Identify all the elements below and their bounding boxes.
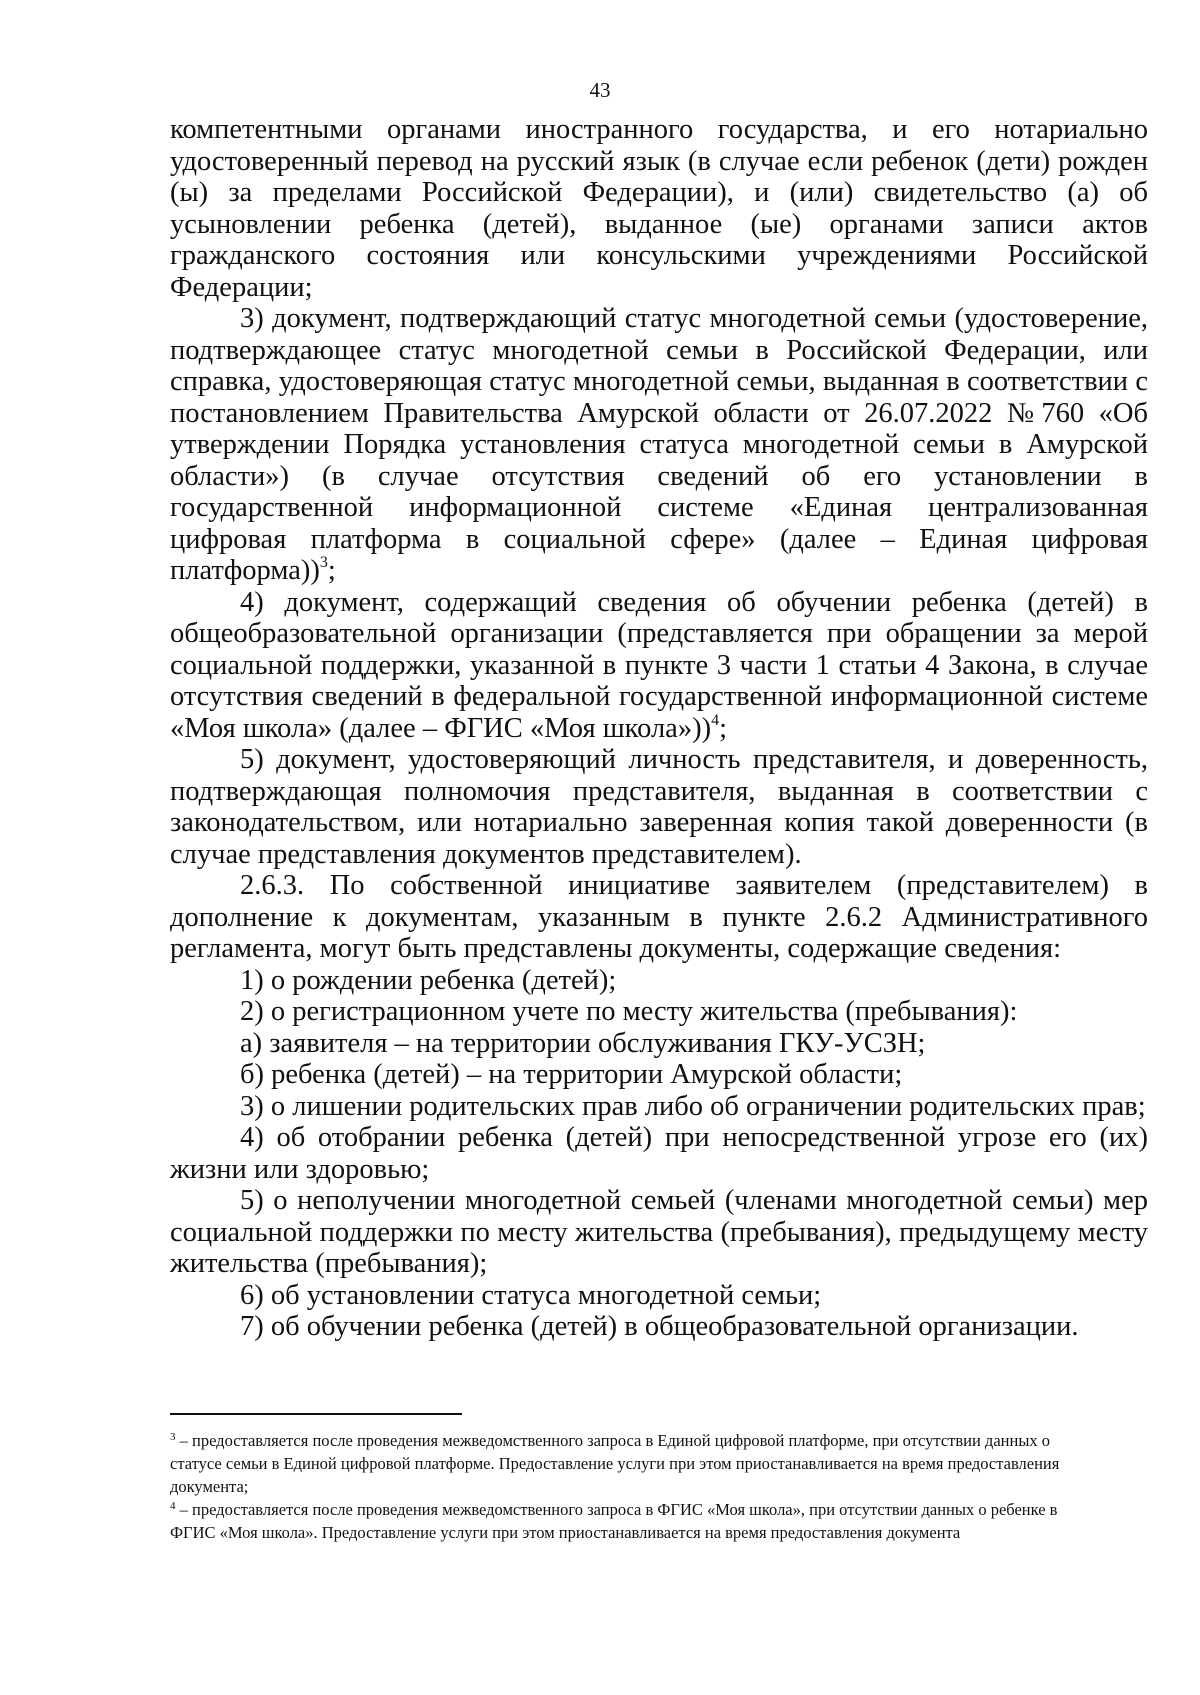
list-item-2a: а) заявителя – на территории обслуживания ГКУ-УСЗН; — [240, 1027, 926, 1059]
list-item-6: 6) об установлении статуса многодетной семьи; — [240, 1279, 822, 1311]
page-number: 43 — [589, 78, 611, 102]
list-item-4: 4) об отобрании ребенка (детей) при непосредственной угрозе его (их) жизни или здоровью; — [170, 1122, 1148, 1185]
paragraph-2-6-3: 2.6.3. По собственной инициативе заявителем (представителем) в дополнение к документам, указанным в пункте 2.6.2 Административного регламента, могут быть представлены документы, содержащие сведения: — [170, 870, 1148, 964]
list-item-7: 7) об обучении ребенка (детей) в общеобразовательной организации. — [240, 1311, 1079, 1342]
list-item-2b: б) ребенка (детей) – на территории Амурской области; — [240, 1059, 903, 1090]
footnote-mark-3: 3 — [170, 1431, 176, 1443]
list-item-5: 5) о неполучении многодетной семьей (членами многодетной семьи) мер социальной поддержки по месту жительства (пребывания), предыдущему месту жительства (пребывания); — [170, 1185, 1148, 1279]
list-item-1: 1) о рождении ребенка (детей); — [240, 964, 617, 996]
paragraph-item-4-school-document: 4) документ, содержащий сведения об обучении ребенка (детей) в общеобразовательной организации (представляется при обращении за мерой социальной поддержки, указанной в пункте 3 части 1 статьи 4 Закона, в случае отсутствия сведений в федеральной государственной информационной системе «Моя школа» (далее – ФГИС «Моя школа»))$^4$; — [170, 586, 1148, 744]
footnotes — [170, 1429, 1095, 1544]
footnote-3: $^3$ – предоставляется после проведения межведомственного запроса в Единой цифровой платформе, при отсутствии данных о статусе семьи в Единой цифровой платформе. Предоставление услуги при этом приостанавливается на время предоставления документа; — [170, 1431, 1060, 1496]
footnote-mark-4: 4 — [170, 1500, 176, 1512]
footnote-4: $^4$ – предоставляется после проведения межведомственного запроса в ФГИС «Моя школа», при отсутствии данных о ребенке в ФГИС «Моя школа». Предоставление услуги при этом приостанавливается на время предоставления документа — [170, 1500, 1058, 1542]
paragraph-item-3-status-document: 3) документ, подтверждающий статус многодетной семьи (удостоверение, подтверждающее статус многодетной семьи в Российской Федерации, или справка, удостоверяющая статус многодетной семьи, выданная в соответствии с постановлением Правительства Амурской области от 26.07.2022 №760 «Об утверждении Порядка установления статуса многодетной семьи в Амурской области») (в случае отсутствия сведений об его установлении в государственной информационной системе «Единая централизованная цифровая платформа в социальной сфере» (далее – Единая цифровая платформа))$^3$; — [170, 303, 1148, 586]
footnote-ref-4: 4 — [711, 711, 720, 729]
paragraph-continuation: компетентными органами иностранного государства, и его нотариально удостоверенный перевод на русский язык (в случае если ребенок (дети) рожден (ы) за пределами Российской Федерации), и (или) свидетельство (а) об усыновлении ребенка (детей), выданное (ые) органами записи актов гражданского состояния или консульскими учреждениями Российской Федерации; — [170, 114, 1148, 303]
document-body — [170, 114, 1148, 1343]
list-item-2: 2) о регистрационном учете по месту жительства (пребывания): — [240, 996, 1018, 1027]
paragraph-item-5-representative: 5) документ, удостоверяющий личность представителя, и доверенность, подтверждающая полномочия представителя, выданная в соответствии с законодательством, или нотариально заверенная копия такой доверенности (в случае представления документов представителем). — [170, 744, 1148, 870]
list-item-3: 3) о лишении родительских прав либо об ограничении родительских прав; — [240, 1090, 1146, 1122]
footnote-ref-3: 3 — [319, 554, 328, 571]
footnote-divider — [170, 1413, 462, 1415]
